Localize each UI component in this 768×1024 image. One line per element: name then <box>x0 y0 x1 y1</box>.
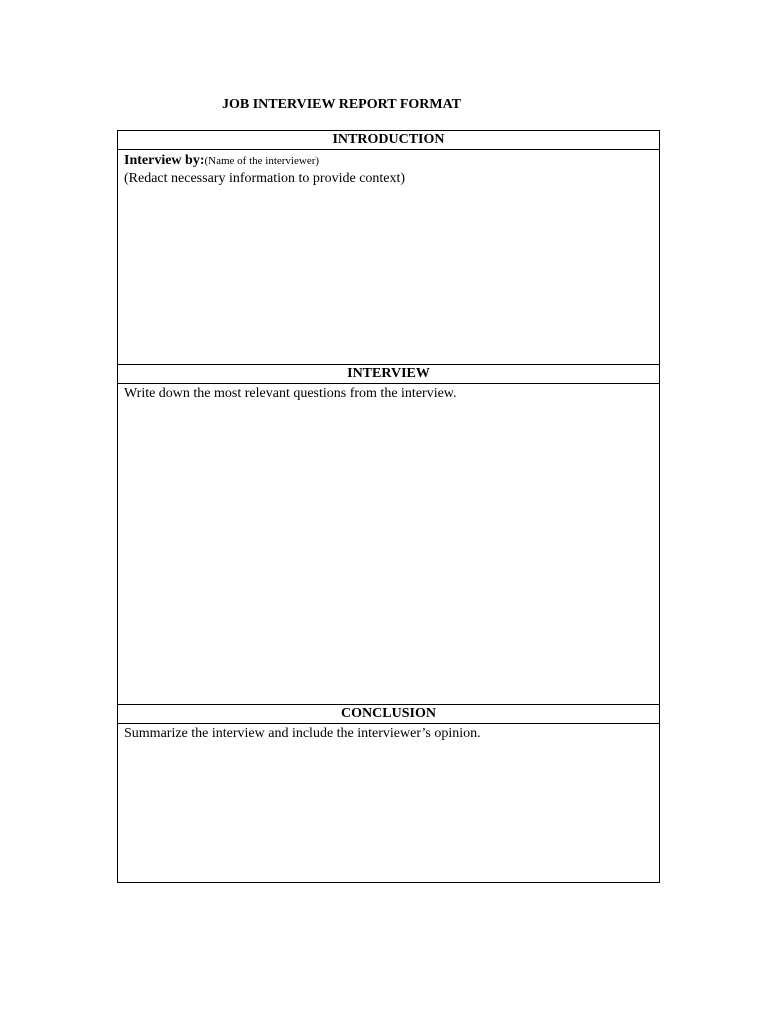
interviewer-label: Interview by: <box>124 153 205 168</box>
report-table <box>117 130 660 883</box>
conclusion-instruction: Summarize the interview and include the interviewer’s opinion. <box>124 726 481 741</box>
interview-instruction: Write down the most relevant questions from the interview. <box>124 386 457 401</box>
document-title: JOB INTERVIEW REPORT FORMAT <box>222 97 461 112</box>
interview-header: INTERVIEW <box>118 365 659 384</box>
introduction-header: INTRODUCTION <box>118 131 659 150</box>
interviewer-hint: (Name of the interviewer) <box>204 155 320 167</box>
conclusion-header: CONCLUSION <box>118 705 659 724</box>
introduction-instruction: (Redact necessary information to provide context) <box>124 171 406 186</box>
introduction-body <box>124 152 653 188</box>
interviewer-line <box>124 152 653 170</box>
